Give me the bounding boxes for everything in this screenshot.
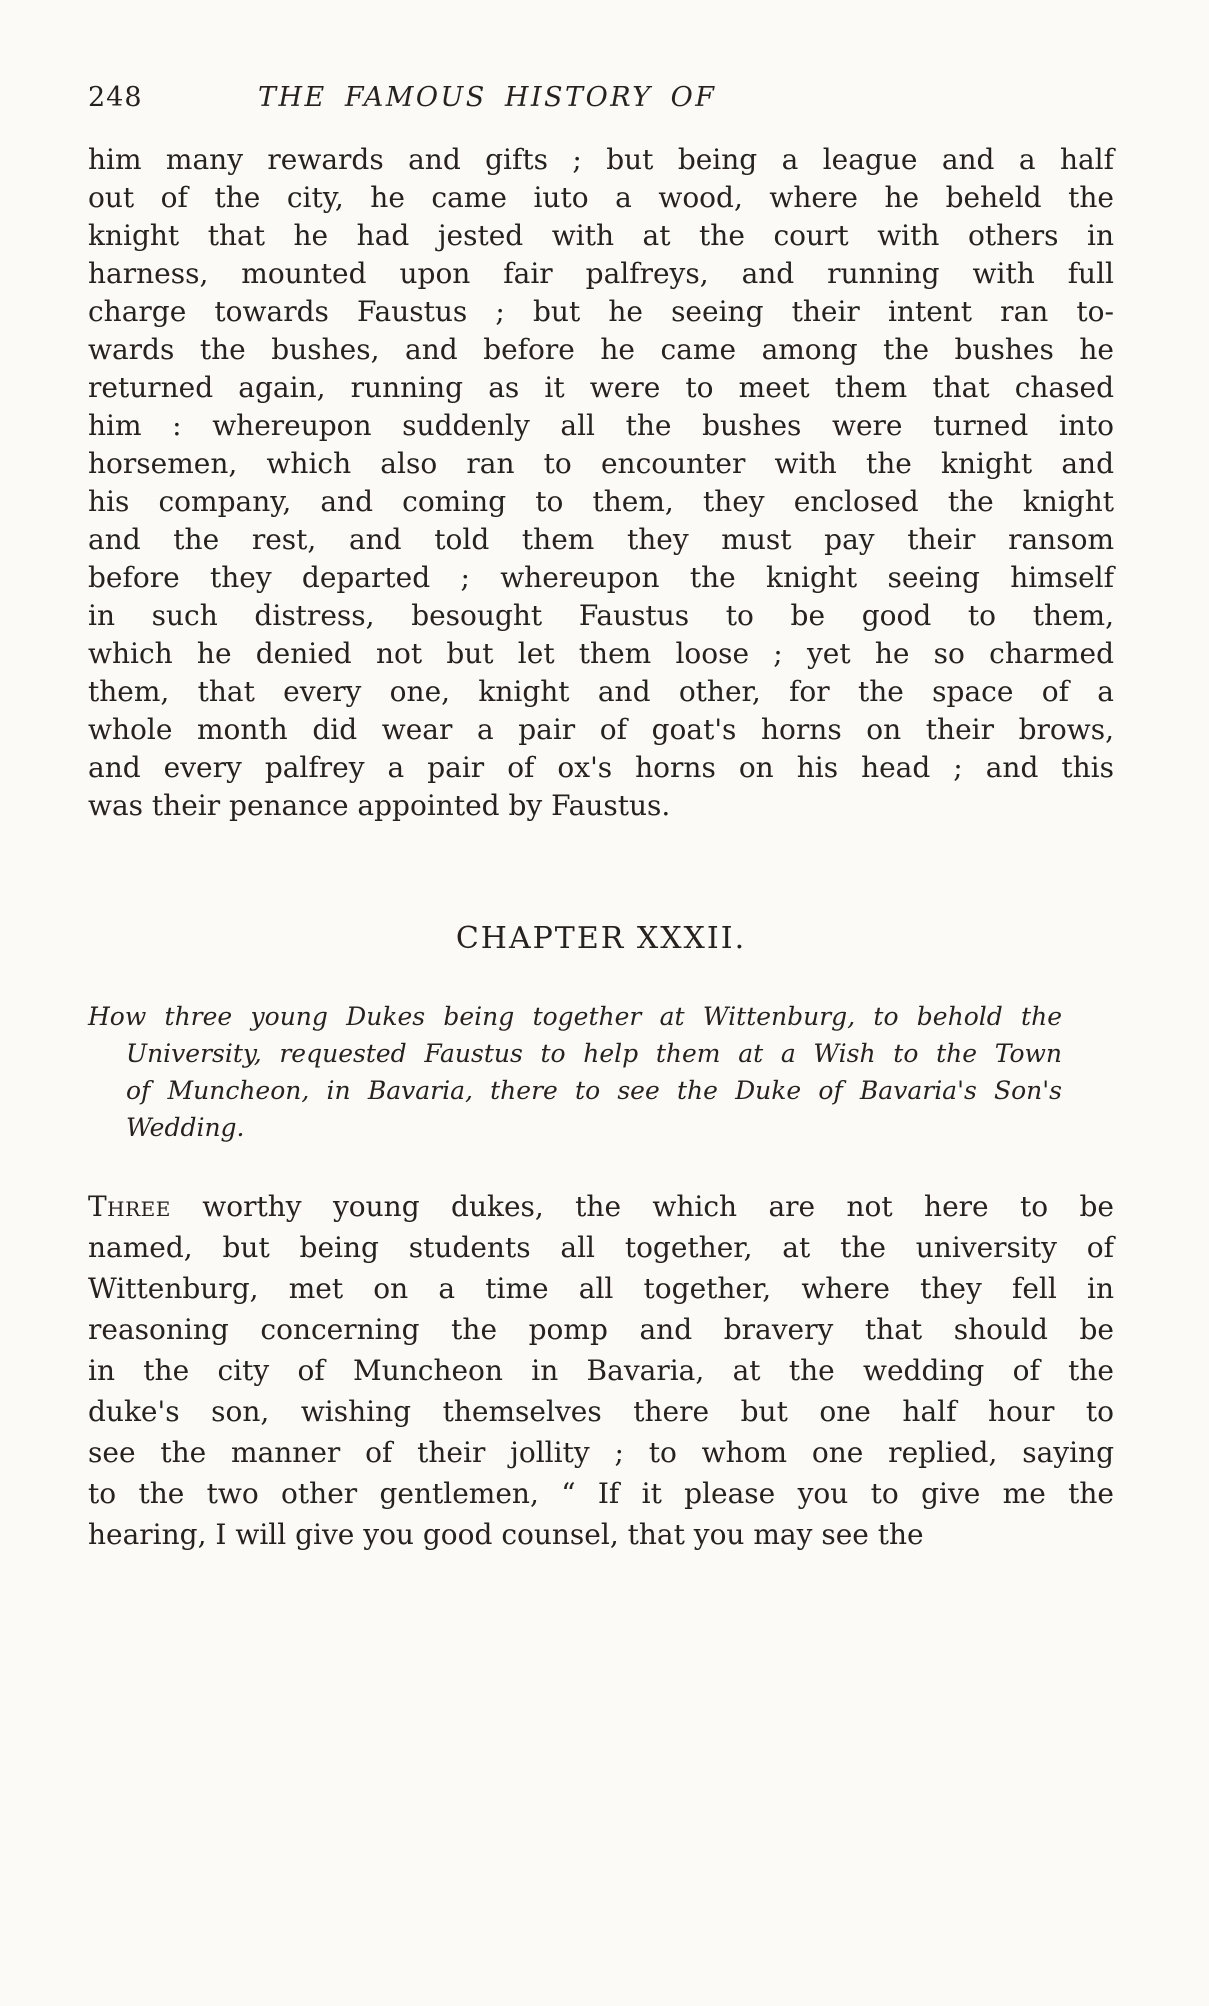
text-line: to the two other gentlemen, “ If it please you to give me the [88,1477,1114,1510]
text-line: in such distress, besought Faustus to be good to them, [88,599,1114,632]
text-line: returned again, running as it were to meet them that chased [88,371,1114,404]
running-header [88,82,1114,113]
chapter-summary [88,998,1114,1146]
body-paragraph-2 [88,1186,1114,1555]
text-line: Wittenburg, met on a time all together, where they fell in [88,1272,1114,1305]
text-line: them, that every one, knight and other, for the space of a [88,675,1114,708]
text-line: and the rest, and told them they must pay their ransom [88,523,1114,556]
text-line: his company, and coming to them, they enclosed the knight [88,485,1114,518]
text-line: before they departed ; whereupon the knight seeing himself [88,561,1114,594]
text-line: in the city of Muncheon in Bavaria, at the wedding of the [88,1354,1114,1387]
text-line: out of the city, he came iuto a wood, where he beheld the [88,181,1114,214]
smallcaps-opening-word: Three [88,1190,171,1223]
text-line: which he denied not but let them loose ; yet he so charmed [88,637,1114,670]
text-line: him : whereupon suddenly all the bushes were turned into [88,409,1114,442]
text-line: duke's son, wishing themselves there but one half hour to [88,1395,1114,1428]
text-line: hearing, I will give you good counsel, that you may see the [88,1518,924,1551]
chapter-heading: CHAPTER XXXII. [455,921,747,956]
text-line: reasoning concerning the pomp and bravery that should be [88,1313,1114,1346]
text-line: whole month did wear a pair of goat's horns on their brows, [88,713,1114,746]
text-line: and every palfrey a pair of ox's horns on his head ; and this [88,751,1114,784]
text-line: Three worthy young dukes, the which are not here to be [88,1190,1114,1223]
text-line: How three young Dukes being together at Wittenburg, to behold the [88,1002,1062,1031]
body-paragraph-1 [88,141,1114,825]
text-line: see the manner of their jollity ; to whom one replied, saying [88,1436,1114,1469]
text-line: harness, mounted upon fair palfreys, and running with full [88,257,1114,290]
text-line: knight that he had jested with at the court with others in [88,219,1114,252]
text-line: University, requested Faustus to help them at a Wish to the Town [126,1039,1062,1068]
text-line: horsemen, which also ran to encounter with the knight and [88,447,1114,480]
text-line: was their penance appointed by Faustus. [88,789,671,822]
page-number: 248 [88,82,143,113]
text-line: of Muncheon, in Bavaria, there to see the Duke of Bavaria's Son's [126,1076,1062,1105]
text-line: him many rewards and gifts ; but being a league and a half [88,143,1114,176]
text-line: charge towards Faustus ; but he seeing their intent ran to- [88,295,1114,328]
text-line: Wedding. [126,1113,245,1142]
text-line: wards the bushes, and before he came among the bushes he [88,333,1114,366]
text-line: named, but being students all together, at the university of [88,1231,1114,1264]
running-title: THE FAMOUS HISTORY OF [258,82,717,113]
